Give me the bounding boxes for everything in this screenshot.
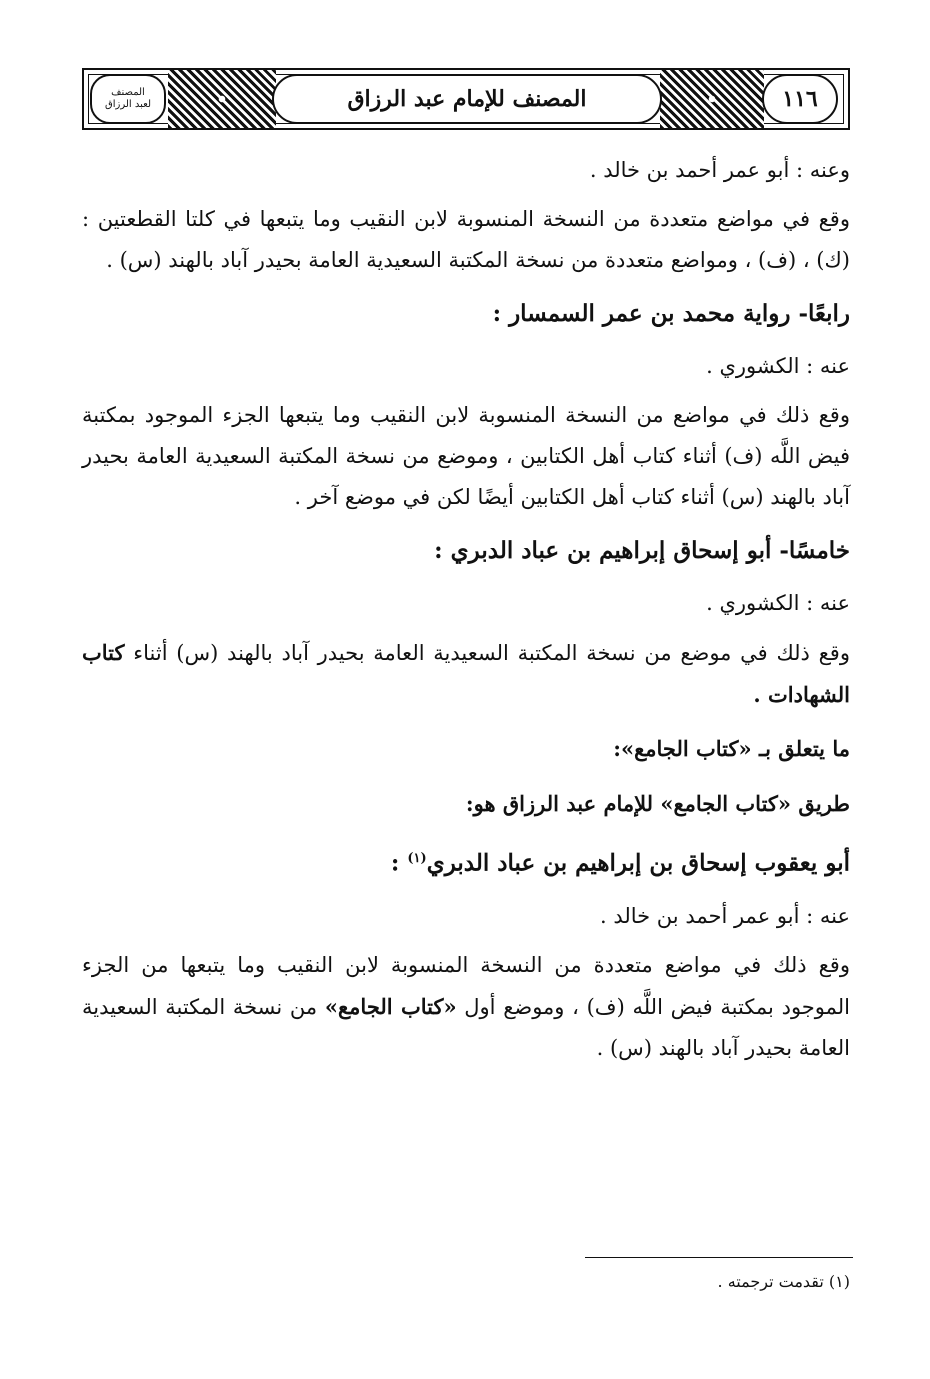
paragraph-narrator: عنه : الكشوري . bbox=[706, 591, 850, 615]
section-heading bbox=[82, 838, 850, 884]
body-text: من نسخة المكتبة السعيدية العامة بحيدر آباد بالهند (س) . bbox=[82, 994, 850, 1060]
section-heading: ما يتعلق بـ «كتاب الجامع»: bbox=[613, 736, 850, 761]
footnote: (١) تقدمت ترجمته . bbox=[717, 1272, 850, 1291]
section-heading: طريق «كتاب الجامع» للإمام عبد الرزاق هو: bbox=[465, 791, 850, 816]
body-text: وقع ذلك في مواضع متعددة من النسخة المنسوبة لابن النقيب وما يتبعها من الجزء الموجود بمكتبة فيض اللَّه (ف) ، وموضع أول bbox=[82, 952, 851, 1019]
heading-text: أبو يعقوب إسحاق بن إبراهيم بن عباد الدبري bbox=[426, 849, 850, 877]
paragraph-narrator: وعنه : أبو عمر أحمد بن خالد . bbox=[589, 158, 850, 182]
running-title: المصنف للإمام عبد الرزاق bbox=[347, 86, 587, 112]
paragraph-narrator: عنه : الكشوري . bbox=[706, 354, 850, 378]
book-title-emphasis: كتاب الشهادات . bbox=[82, 640, 850, 707]
ornament-left-icon bbox=[168, 70, 276, 128]
header-title-cartouche bbox=[272, 74, 662, 124]
book-logo-badge bbox=[90, 74, 166, 124]
paragraph-body bbox=[82, 632, 850, 716]
ornament-right-icon bbox=[660, 70, 764, 128]
body-text: وقع ذلك في موضع من نسخة المكتبة السعيدية العامة بحيدر آباد بالهند (س) أثناء bbox=[133, 641, 850, 665]
page-number-cartouche bbox=[762, 74, 838, 124]
section-heading: خامسًا- أبو إسحاق إبراهيم بن عباد الدبري : bbox=[434, 537, 850, 564]
badge-line-1: المصنف bbox=[111, 87, 145, 98]
paragraph-narrator: عنه : أبو عمر أحمد بن خالد . bbox=[599, 903, 850, 928]
footnote-reference[interactable]: (١) bbox=[407, 851, 427, 866]
paragraph-body: وقع ذلك في مواضع من النسخة المنسوبة لابن النقيب وما يتبعها الجزء الموجود بمكتبة فيض اللَّه (ف) أثناء كتاب أهل الكتابين ، وموضع من نسخة المكتبة السعيدية العامة بحيدر آباد بالهند (س) أثناء كتاب أهل الكتابين أيضًا لكن في موضع آخر . bbox=[82, 403, 850, 509]
page-number: ١١٦ bbox=[782, 86, 818, 112]
paragraph-body bbox=[82, 945, 850, 1069]
book-title-emphasis: «كتاب الجامع» bbox=[324, 993, 457, 1019]
page-header bbox=[82, 68, 850, 130]
paragraph-body: وقع في مواضع متعددة من النسخة المنسوبة لابن النقيب وما يتبعها في كلتا القطعتين : (ك) ، (ف) ، ومواضع متعددة من نسخة المكتبة السعيدية العامة بحيدر آباد بالهند (س) . bbox=[82, 207, 850, 272]
heading-tail: : bbox=[390, 849, 408, 877]
page-body bbox=[82, 150, 850, 1081]
footnote-divider bbox=[585, 1257, 853, 1258]
section-heading: رابعًا- رواية محمد بن عمر السمسار : bbox=[492, 300, 850, 327]
badge-line-2: لعبد الرزاق bbox=[104, 99, 152, 110]
